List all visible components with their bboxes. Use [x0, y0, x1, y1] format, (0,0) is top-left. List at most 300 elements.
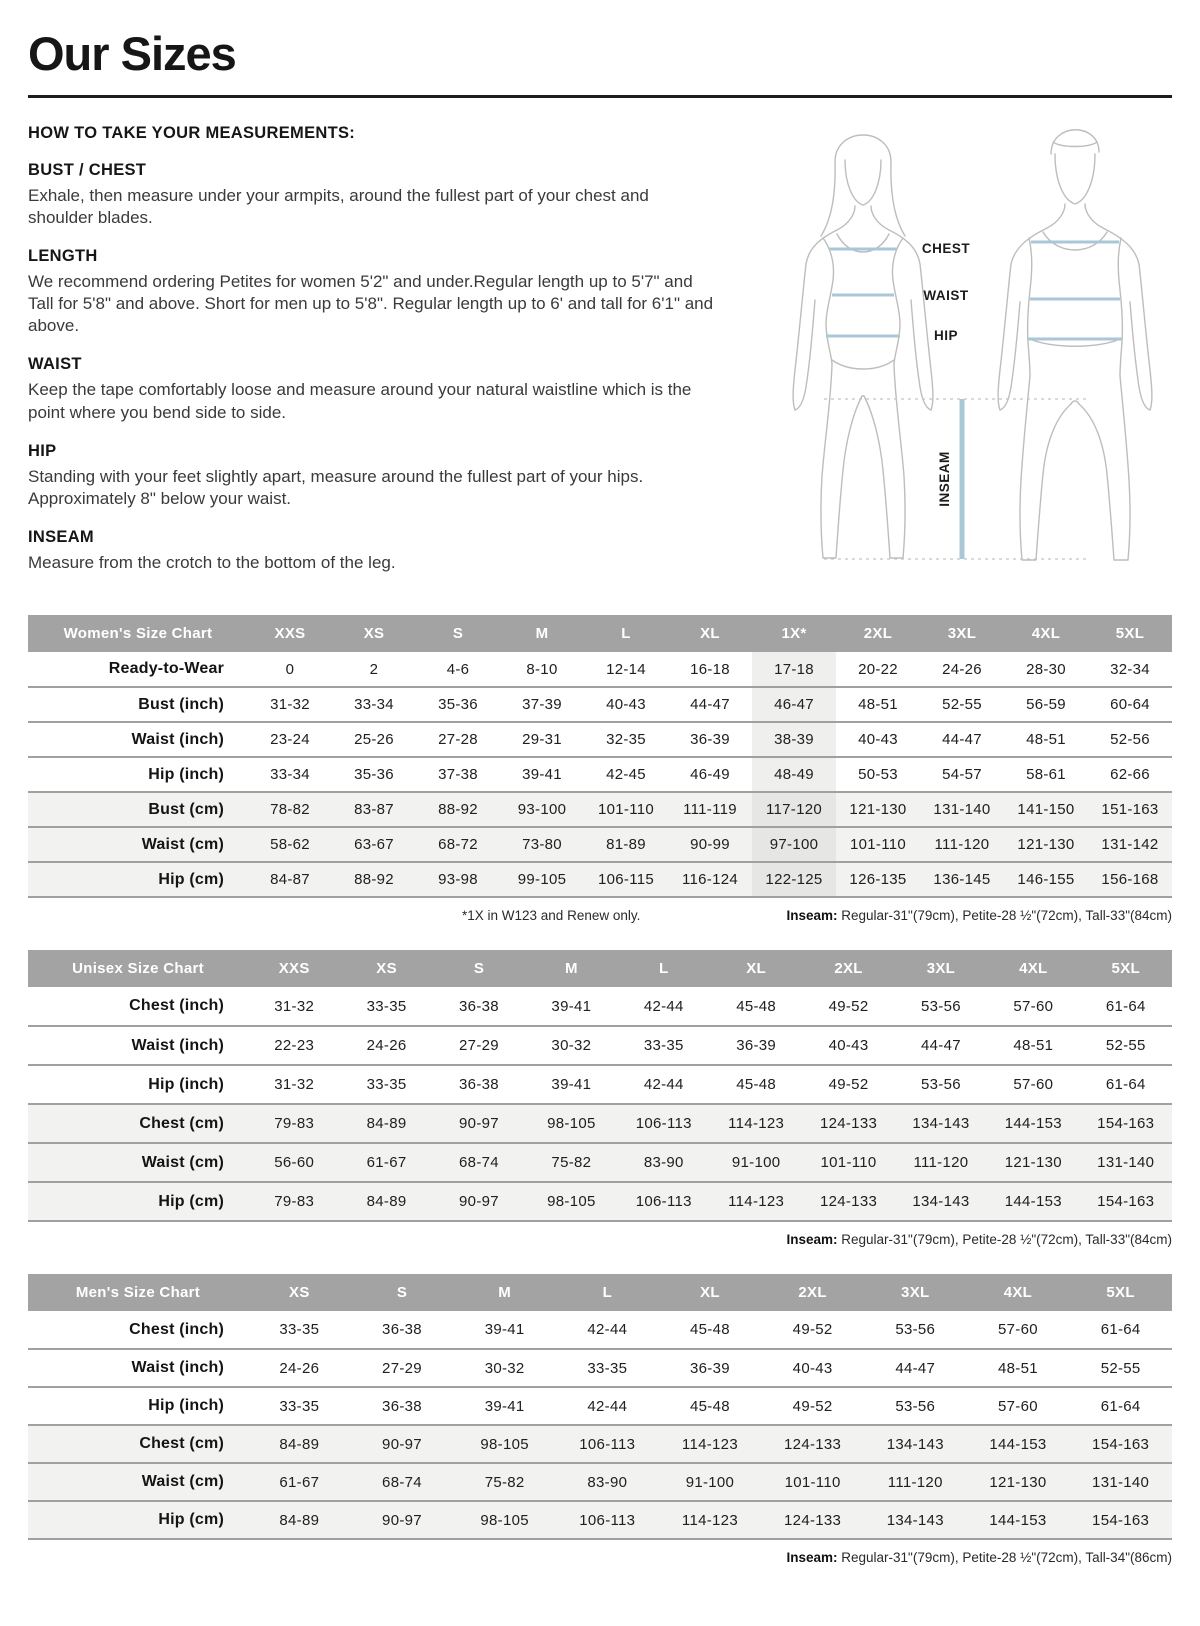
- size-cell: 27-28: [416, 722, 500, 757]
- size-cell: 114-123: [710, 1104, 802, 1143]
- size-cell: 29-31: [500, 722, 584, 757]
- page-title: Our Sizes: [28, 27, 236, 80]
- size-cell: 93-98: [416, 862, 500, 897]
- waist-label: WAIST: [923, 288, 969, 303]
- size-cell: 50-53: [836, 757, 920, 792]
- size-column-header: 2XL: [802, 950, 894, 987]
- size-cell: 98-105: [453, 1425, 556, 1463]
- size-column-header: 5XL: [1088, 615, 1172, 652]
- size-cell: 131-142: [1088, 827, 1172, 862]
- row-label: Waist (cm): [28, 1463, 248, 1501]
- size-cell: 42-45: [584, 757, 668, 792]
- size-cell: 44-47: [920, 722, 1004, 757]
- size-cell: 154-163: [1080, 1182, 1172, 1221]
- size-cell: 33-35: [340, 987, 432, 1026]
- instruction-waist: [28, 355, 718, 423]
- size-cell: 134-143: [864, 1501, 967, 1539]
- table-row: [28, 652, 1172, 687]
- size-column-header: S: [416, 615, 500, 652]
- row-label: Waist (inch): [28, 1349, 248, 1387]
- footnote-inseam-label: Inseam:: [786, 1232, 838, 1247]
- size-cell: 134-143: [895, 1182, 987, 1221]
- size-cell: 84-89: [340, 1182, 432, 1221]
- footnote-inseam-label: Inseam:: [786, 908, 838, 923]
- footnote-inseam-label: Inseam:: [786, 1550, 838, 1565]
- size-column-header: 5XL: [1069, 1274, 1172, 1311]
- size-column-header: XXS: [248, 950, 340, 987]
- size-cell: 90-97: [351, 1425, 454, 1463]
- size-column-header: S: [351, 1274, 454, 1311]
- footnote-inseam: [786, 908, 1172, 923]
- size-cell: 39-41: [453, 1387, 556, 1425]
- size-cell: 33-34: [248, 757, 332, 792]
- footnote-inseam-text: Regular-31"(79cm), Petite-28 ½"(72cm), Tall-33"(84cm): [837, 908, 1172, 923]
- size-cell: 101-110: [802, 1143, 894, 1182]
- size-cell: 52-55: [920, 687, 1004, 722]
- size-cell: 30-32: [453, 1349, 556, 1387]
- size-cell: 42-44: [618, 1065, 710, 1104]
- size-cell: 124-133: [802, 1104, 894, 1143]
- instruction-hip: [28, 442, 718, 510]
- size-cell: 106-113: [618, 1104, 710, 1143]
- size-cell: 83-90: [556, 1463, 659, 1501]
- unisex-size-chart-table: [28, 950, 1172, 1222]
- instruction-title: BUST / CHEST: [28, 161, 147, 179]
- footnote-inseam: [786, 1550, 1172, 1565]
- instruction-body: We recommend ordering Petites for women 5'2" and under.Regular length up to 5'7" and Tall for 5'8" and above. Short for men up to 5'8". Regular length up to 6' and tall for 6'1" and above.: [28, 272, 714, 336]
- size-cell: 106-115: [584, 862, 668, 897]
- row-label: Chest (inch): [28, 1311, 248, 1349]
- size-column-header: 3XL: [920, 615, 1004, 652]
- row-label: Waist (cm): [28, 1143, 248, 1182]
- size-cell: 61-64: [1080, 987, 1172, 1026]
- size-cell: 24-26: [340, 1026, 432, 1065]
- size-cell: 38-39: [752, 722, 836, 757]
- instruction-title: WAIST: [28, 355, 82, 374]
- male-figure-outline: [998, 130, 1152, 560]
- size-cell: 48-51: [836, 687, 920, 722]
- size-cell: 45-48: [710, 1065, 802, 1104]
- body-measurement-diagram: [779, 108, 1164, 570]
- table-row: [28, 1463, 1172, 1501]
- size-cell: 58-62: [248, 827, 332, 862]
- womens-size-chart-table: [28, 615, 1172, 898]
- womens-table-footnotes: [28, 908, 1172, 926]
- size-cell: 88-92: [416, 792, 500, 827]
- size-cell: 37-39: [500, 687, 584, 722]
- size-cell: 131-140: [920, 792, 1004, 827]
- size-cell: 68-72: [416, 827, 500, 862]
- size-table: [28, 950, 1172, 1222]
- size-cell: 84-89: [248, 1425, 351, 1463]
- size-cell: 53-56: [864, 1387, 967, 1425]
- table-row: [28, 1143, 1172, 1182]
- mens-size-chart-section: [28, 1274, 1172, 1568]
- size-cell: 36-39: [659, 1349, 762, 1387]
- size-cell: 111-119: [668, 792, 752, 827]
- size-cell: 49-52: [802, 1065, 894, 1104]
- size-guide-page: [0, 26, 1200, 1568]
- size-cell: 84-87: [248, 862, 332, 897]
- size-cell: 36-38: [351, 1311, 454, 1349]
- size-cell: 12-14: [584, 652, 668, 687]
- size-cell: 90-97: [433, 1182, 525, 1221]
- size-cell: 57-60: [987, 1065, 1079, 1104]
- table-header-row: [28, 615, 1172, 652]
- size-cell: 136-145: [920, 862, 1004, 897]
- size-cell: 52-56: [1088, 722, 1172, 757]
- size-cell: 90-99: [668, 827, 752, 862]
- size-cell: 146-155: [1004, 862, 1088, 897]
- instruction-body: Exhale, then measure under your armpits, around the fullest part of your chest and shoulder blades.: [28, 186, 649, 228]
- size-cell: 121-130: [967, 1463, 1070, 1501]
- size-column-header: XL: [659, 1274, 762, 1311]
- size-column-header: 4XL: [1004, 615, 1088, 652]
- table-row: [28, 1104, 1172, 1143]
- size-cell: 33-35: [248, 1311, 351, 1349]
- size-column-header: 3XL: [895, 950, 987, 987]
- footnote-inseam-text: Regular-31"(79cm), Petite-28 ½"(72cm), Tall-34"(86cm): [837, 1550, 1172, 1565]
- size-cell: 122-125: [752, 862, 836, 897]
- hip-label: HIP: [933, 328, 959, 343]
- size-cell: 111-120: [864, 1463, 967, 1501]
- instruction-title: HIP: [28, 441, 57, 460]
- size-cell: 144-153: [967, 1425, 1070, 1463]
- instruction-inseam: [28, 528, 718, 574]
- size-cell: 30-32: [525, 1026, 617, 1065]
- womens-size-chart-section: [28, 615, 1172, 926]
- size-cell: 35-36: [332, 757, 416, 792]
- size-column-header: XS: [248, 1274, 351, 1311]
- size-column-header: 4XL: [987, 950, 1079, 987]
- size-cell: 57-60: [967, 1387, 1070, 1425]
- size-cell: 36-38: [351, 1387, 454, 1425]
- size-cell: 93-100: [500, 792, 584, 827]
- mens-table-footnotes: [28, 1550, 1172, 1568]
- size-cell: 36-38: [433, 987, 525, 1026]
- instruction-body: Standing with your feet slightly apart, measure around the fullest part of your hips. Approximately 8" below your waist.: [28, 466, 644, 508]
- table-title-cell: Unisex Size Chart: [28, 950, 248, 987]
- size-cell: 101-110: [761, 1463, 864, 1501]
- size-cell: 121-130: [836, 792, 920, 827]
- instruction-body: Measure from the crotch to the bottom of the leg.: [28, 552, 396, 572]
- row-label: Hip (inch): [28, 1387, 248, 1425]
- size-cell: 16-18: [668, 652, 752, 687]
- size-cell: 68-74: [351, 1463, 454, 1501]
- size-cell: 101-110: [584, 792, 668, 827]
- mens-size-chart-table: [28, 1274, 1172, 1540]
- size-cell: 106-113: [556, 1425, 659, 1463]
- size-column-header: 3XL: [864, 1274, 967, 1311]
- size-cell: 33-35: [556, 1349, 659, 1387]
- size-cell: 40-43: [836, 722, 920, 757]
- size-cell: 49-52: [761, 1311, 864, 1349]
- size-cell: 33-35: [340, 1065, 432, 1104]
- size-table: [28, 1274, 1172, 1540]
- size-column-header: M: [525, 950, 617, 987]
- size-cell: 78-82: [248, 792, 332, 827]
- measurement-lines: [824, 242, 1122, 559]
- size-cell: 39-41: [525, 1065, 617, 1104]
- size-cell: 151-163: [1088, 792, 1172, 827]
- table-row: [28, 722, 1172, 757]
- size-cell: 48-51: [987, 1026, 1079, 1065]
- size-cell: 0: [248, 652, 332, 687]
- size-cell: 98-105: [525, 1104, 617, 1143]
- table-header-row: [28, 950, 1172, 987]
- instructions-heading: HOW TO TAKE YOUR MEASUREMENTS:: [28, 124, 356, 142]
- size-column-header: 2XL: [761, 1274, 864, 1311]
- row-label: Waist (inch): [28, 1026, 248, 1065]
- size-cell: 45-48: [659, 1311, 762, 1349]
- size-cell: 39-41: [500, 757, 584, 792]
- size-cell: 53-56: [895, 987, 987, 1026]
- row-label: Hip (cm): [28, 1182, 248, 1221]
- size-cell: 40-43: [584, 687, 668, 722]
- table-row: [28, 827, 1172, 862]
- size-cell: 39-41: [453, 1311, 556, 1349]
- size-cell: 126-135: [836, 862, 920, 897]
- table-row: [28, 1311, 1172, 1349]
- size-cell: 53-56: [864, 1311, 967, 1349]
- size-cell: 45-48: [659, 1387, 762, 1425]
- size-cell: 114-123: [659, 1501, 762, 1539]
- row-label: Chest (cm): [28, 1104, 248, 1143]
- size-cell: 24-26: [248, 1349, 351, 1387]
- size-cell: 99-105: [500, 862, 584, 897]
- row-label: Waist (inch): [28, 722, 248, 757]
- size-cell: 75-82: [525, 1143, 617, 1182]
- table-row: [28, 1349, 1172, 1387]
- size-cell: 75-82: [453, 1463, 556, 1501]
- table-row: [28, 1182, 1172, 1221]
- size-cell: 101-110: [836, 827, 920, 862]
- size-cell: 79-83: [248, 1182, 340, 1221]
- size-cell: 57-60: [967, 1311, 1070, 1349]
- size-cell: 61-67: [340, 1143, 432, 1182]
- size-cell: 53-56: [895, 1065, 987, 1104]
- table-header-row: [28, 1274, 1172, 1311]
- size-cell: 33-35: [618, 1026, 710, 1065]
- row-label: Hip (cm): [28, 1501, 248, 1539]
- size-column-header: M: [453, 1274, 556, 1311]
- size-cell: 117-120: [752, 792, 836, 827]
- size-cell: 49-52: [802, 987, 894, 1026]
- size-cell: 25-26: [332, 722, 416, 757]
- table-row: [28, 792, 1172, 827]
- size-cell: 45-48: [710, 987, 802, 1026]
- size-cell: 33-35: [248, 1387, 351, 1425]
- instructions-column: [28, 98, 718, 574]
- size-cell: 97-100: [752, 827, 836, 862]
- size-cell: 2: [332, 652, 416, 687]
- table-row: [28, 862, 1172, 897]
- size-cell: 35-36: [416, 687, 500, 722]
- size-cell: 98-105: [453, 1501, 556, 1539]
- size-cell: 56-59: [1004, 687, 1088, 722]
- size-column-header: XS: [332, 615, 416, 652]
- size-cell: 131-140: [1080, 1143, 1172, 1182]
- size-cell: 22-23: [248, 1026, 340, 1065]
- size-column-header: L: [556, 1274, 659, 1311]
- size-cell: 114-123: [710, 1182, 802, 1221]
- size-cell: 88-92: [332, 862, 416, 897]
- size-cell: 106-113: [618, 1182, 710, 1221]
- size-cell: 61-64: [1080, 1065, 1172, 1104]
- instruction-bust-chest: [28, 161, 718, 229]
- size-cell: 131-140: [1069, 1463, 1172, 1501]
- row-label: Chest (cm): [28, 1425, 248, 1463]
- size-cell: 42-44: [556, 1311, 659, 1349]
- size-cell: 106-113: [556, 1501, 659, 1539]
- inseam-label: INSEAM: [937, 451, 952, 507]
- row-label: Ready-to-Wear: [28, 652, 248, 687]
- row-label: Waist (cm): [28, 827, 248, 862]
- table-row: [28, 1425, 1172, 1463]
- size-cell: 37-38: [416, 757, 500, 792]
- size-cell: 141-150: [1004, 792, 1088, 827]
- size-cell: 154-163: [1069, 1501, 1172, 1539]
- size-column-header: L: [584, 615, 668, 652]
- size-table: [28, 615, 1172, 898]
- size-cell: 79-83: [248, 1104, 340, 1143]
- size-cell: 114-123: [659, 1425, 762, 1463]
- size-cell: 134-143: [864, 1425, 967, 1463]
- size-cell: 4-6: [416, 652, 500, 687]
- size-cell: 68-74: [433, 1143, 525, 1182]
- size-cell: 49-52: [761, 1387, 864, 1425]
- size-cell: 121-130: [1004, 827, 1088, 862]
- size-cell: 42-44: [556, 1387, 659, 1425]
- size-cell: 156-168: [1088, 862, 1172, 897]
- row-label: Bust (inch): [28, 687, 248, 722]
- size-cell: 31-32: [248, 1065, 340, 1104]
- size-column-header: XXS: [248, 615, 332, 652]
- table-row: [28, 1026, 1172, 1065]
- size-cell: 58-61: [1004, 757, 1088, 792]
- row-label: Hip (inch): [28, 1065, 248, 1104]
- size-cell: 144-153: [987, 1182, 1079, 1221]
- size-cell: 98-105: [525, 1182, 617, 1221]
- table-row: [28, 1501, 1172, 1539]
- size-cell: 32-35: [584, 722, 668, 757]
- size-cell: 111-120: [895, 1143, 987, 1182]
- size-cell: 32-34: [1088, 652, 1172, 687]
- table-row: [28, 987, 1172, 1026]
- size-column-header: 4XL: [967, 1274, 1070, 1311]
- size-cell: 36-38: [433, 1065, 525, 1104]
- size-cell: 73-80: [500, 827, 584, 862]
- size-cell: 46-47: [752, 687, 836, 722]
- size-cell: 48-51: [967, 1349, 1070, 1387]
- size-cell: 91-100: [659, 1463, 762, 1501]
- table-title-cell: Women's Size Chart: [28, 615, 248, 652]
- size-cell: 90-97: [351, 1501, 454, 1539]
- size-cell: 116-124: [668, 862, 752, 897]
- size-cell: 39-41: [525, 987, 617, 1026]
- instruction-body: Keep the tape comfortably loose and measure around your natural waistline which is the point where you bend side to side.: [28, 380, 692, 422]
- female-figure-outline: [793, 135, 933, 558]
- size-cell: 8-10: [500, 652, 584, 687]
- size-cell: 52-55: [1080, 1026, 1172, 1065]
- size-cell: 144-153: [967, 1501, 1070, 1539]
- size-column-header: 5XL: [1080, 950, 1172, 987]
- row-label: Chest (inch): [28, 987, 248, 1026]
- size-cell: 46-49: [668, 757, 752, 792]
- row-label: Bust (cm): [28, 792, 248, 827]
- size-column-header: S: [433, 950, 525, 987]
- table-row: [28, 687, 1172, 722]
- size-column-header: XS: [340, 950, 432, 987]
- size-cell: 83-87: [332, 792, 416, 827]
- instruction-title: INSEAM: [28, 527, 94, 546]
- size-cell: 48-49: [752, 757, 836, 792]
- size-cell: 144-153: [987, 1104, 1079, 1143]
- size-cell: 52-55: [1069, 1349, 1172, 1387]
- instruction-title: LENGTH: [28, 247, 98, 266]
- size-cell: 27-29: [351, 1349, 454, 1387]
- size-cell: 57-60: [987, 987, 1079, 1026]
- size-cell: 54-57: [920, 757, 1004, 792]
- unisex-size-chart-section: [28, 950, 1172, 1250]
- size-cell: 61-67: [248, 1463, 351, 1501]
- size-cell: 31-32: [248, 687, 332, 722]
- size-cell: 60-64: [1088, 687, 1172, 722]
- size-cell: 124-133: [761, 1501, 864, 1539]
- instruction-length: [28, 247, 718, 337]
- size-cell: 33-34: [332, 687, 416, 722]
- chest-label: CHEST: [921, 241, 971, 256]
- size-cell: 111-120: [920, 827, 1004, 862]
- size-cell: 44-47: [864, 1349, 967, 1387]
- size-cell: 121-130: [987, 1143, 1079, 1182]
- size-cell: 40-43: [761, 1349, 864, 1387]
- size-cell: 83-90: [618, 1143, 710, 1182]
- footnote-inseam: [786, 1232, 1172, 1247]
- size-cell: 81-89: [584, 827, 668, 862]
- size-column-header: M: [500, 615, 584, 652]
- size-cell: 124-133: [761, 1425, 864, 1463]
- size-column-header: 1X*: [752, 615, 836, 652]
- table-row: [28, 1387, 1172, 1425]
- size-cell: 91-100: [710, 1143, 802, 1182]
- size-cell: 36-39: [668, 722, 752, 757]
- size-cell: 24-26: [920, 652, 1004, 687]
- size-cell: 31-32: [248, 987, 340, 1026]
- size-cell: 61-64: [1069, 1387, 1172, 1425]
- size-cell: 84-89: [340, 1104, 432, 1143]
- size-cell: 62-66: [1088, 757, 1172, 792]
- size-cell: 48-51: [1004, 722, 1088, 757]
- size-cell: 63-67: [332, 827, 416, 862]
- size-cell: 154-163: [1080, 1104, 1172, 1143]
- size-cell: 40-43: [802, 1026, 894, 1065]
- size-cell: 42-44: [618, 987, 710, 1026]
- size-cell: 27-29: [433, 1026, 525, 1065]
- size-cell: 23-24: [248, 722, 332, 757]
- size-cell: 20-22: [836, 652, 920, 687]
- measurement-instructions-section: [28, 98, 1172, 577]
- footnote-1x-note: *1X in W123 and Renew only.: [462, 908, 641, 923]
- table-row: [28, 757, 1172, 792]
- size-cell: 61-64: [1069, 1311, 1172, 1349]
- table-title-cell: Men's Size Chart: [28, 1274, 248, 1311]
- size-cell: 56-60: [248, 1143, 340, 1182]
- size-cell: 28-30: [1004, 652, 1088, 687]
- size-cell: 36-39: [710, 1026, 802, 1065]
- size-column-header: L: [618, 950, 710, 987]
- size-cell: 154-163: [1069, 1425, 1172, 1463]
